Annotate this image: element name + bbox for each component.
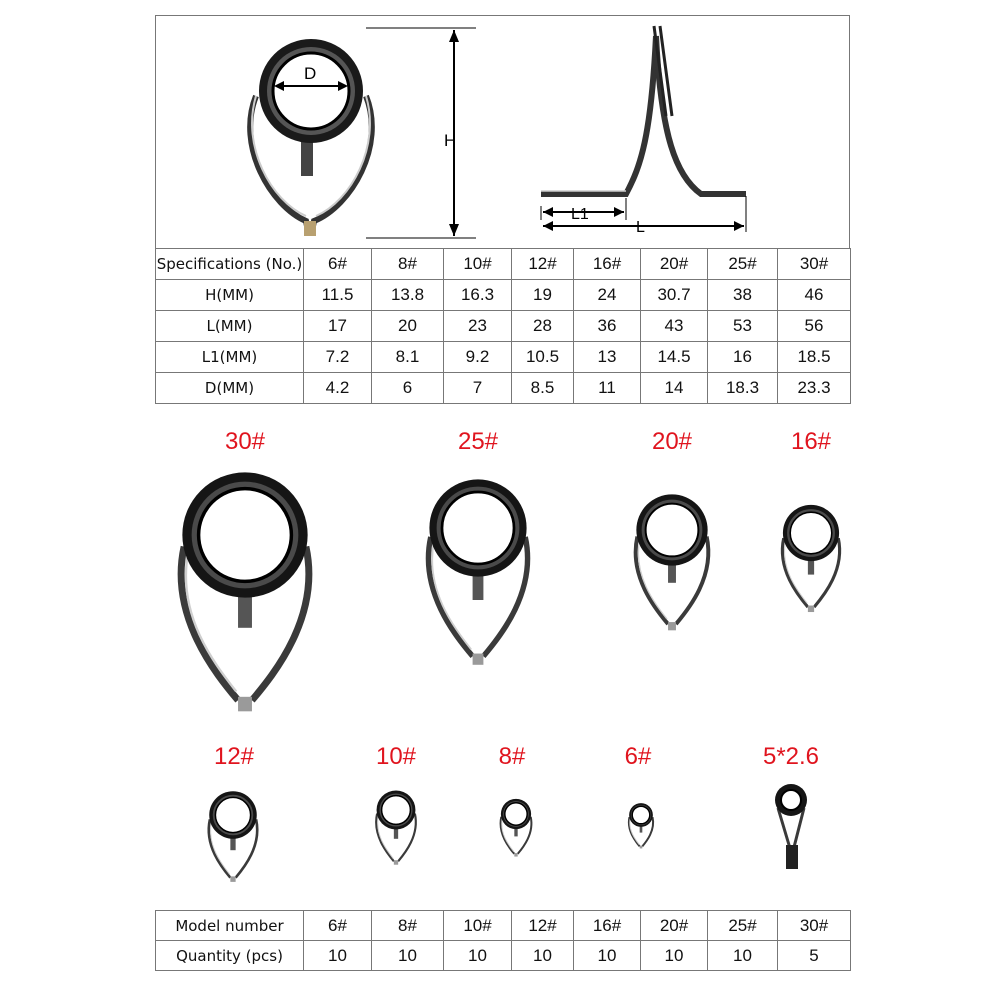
- model-cell: 6#: [304, 911, 372, 941]
- table-cell: 4.2: [304, 373, 372, 404]
- quantity-cell: 10: [574, 941, 641, 971]
- spec-size: 8#: [372, 249, 444, 280]
- guide-6-icon: [629, 803, 653, 848]
- guide-30-icon: [181, 472, 309, 711]
- guide-10-icon: [376, 791, 416, 865]
- table-cell: 23: [444, 311, 512, 342]
- tip-top-5x2-6-icon: [775, 784, 807, 869]
- guide-20-icon: [636, 494, 709, 630]
- table-cell: 53: [708, 311, 778, 342]
- table-cell: 14.5: [641, 342, 708, 373]
- size-label-10: 10#: [375, 743, 417, 770]
- guide-8-icon: [501, 799, 532, 857]
- quantity-label: Quantity (pcs): [156, 941, 304, 971]
- table-cell: 28: [512, 311, 574, 342]
- guide-25-icon: [428, 479, 527, 664]
- quantity-cell: 5: [778, 941, 851, 971]
- table-row: [156, 941, 851, 971]
- table-cell: 7.2: [304, 342, 372, 373]
- quantity-cell: 10: [708, 941, 778, 971]
- table-cell: 14: [641, 373, 708, 404]
- table-cell: 23.3: [778, 373, 851, 404]
- row-label: H(MM): [156, 280, 304, 311]
- quantity-cell: 10: [512, 941, 574, 971]
- model-cell: 10#: [444, 911, 512, 941]
- model-cell: 8#: [372, 911, 444, 941]
- size-label-30: 30#: [224, 428, 266, 455]
- size-label-5x2-6: 5*2.6: [762, 743, 820, 770]
- size-label-20: 20#: [651, 428, 693, 455]
- table-cell: 11.5: [304, 280, 372, 311]
- table-cell: 56: [778, 311, 851, 342]
- size-label-12: 12#: [213, 743, 255, 770]
- table-cell: 13: [574, 342, 641, 373]
- quantity-cell: 10: [372, 941, 444, 971]
- model-number-label: Model number: [156, 911, 304, 941]
- row-label: L(MM): [156, 311, 304, 342]
- table-cell: 46: [778, 280, 851, 311]
- model-cell: 30#: [778, 911, 851, 941]
- guide-12-icon: [209, 791, 257, 882]
- row-label: D(MM): [156, 373, 304, 404]
- table-cell: 17: [304, 311, 372, 342]
- table-cell: 9.2: [444, 342, 512, 373]
- table-cell: 18.3: [708, 373, 778, 404]
- table-cell: 38: [708, 280, 778, 311]
- label-l: L: [636, 219, 645, 236]
- model-cell: 16#: [574, 911, 641, 941]
- spec-size: 16#: [574, 249, 641, 280]
- table-cell: 19: [512, 280, 574, 311]
- table-cell: 36: [574, 311, 641, 342]
- quantity-cell: 10: [304, 941, 372, 971]
- size-label-25: 25#: [457, 428, 499, 455]
- quantity-table: [155, 910, 851, 971]
- table-cell: 8.5: [512, 373, 574, 404]
- model-cell: 12#: [512, 911, 574, 941]
- table-cell: 10.5: [512, 342, 574, 373]
- table-cell: 20: [372, 311, 444, 342]
- table-cell: 16.3: [444, 280, 512, 311]
- spec-size: 30#: [778, 249, 851, 280]
- spec-size: 20#: [641, 249, 708, 280]
- table-cell: 18.5: [778, 342, 851, 373]
- label-l1: L1: [571, 206, 589, 223]
- row-label: L1(MM): [156, 342, 304, 373]
- spec-size: 25#: [708, 249, 778, 280]
- table-cell: 24: [574, 280, 641, 311]
- size-label-6: 6#: [624, 743, 652, 770]
- table-cell: 13.8: [372, 280, 444, 311]
- table-cell: 11: [574, 373, 641, 404]
- size-label-8: 8#: [498, 743, 526, 770]
- spec-size: 12#: [512, 249, 574, 280]
- quantity-cell: 10: [444, 941, 512, 971]
- spec-size: 10#: [444, 249, 512, 280]
- table-cell: 16: [708, 342, 778, 373]
- table-cell: 8.1: [372, 342, 444, 373]
- model-cell: 25#: [708, 911, 778, 941]
- spec-size: 6#: [304, 249, 372, 280]
- table-row: [156, 911, 851, 941]
- label-h: H: [444, 131, 457, 150]
- spec-header-label: Specifications (No.): [156, 249, 304, 280]
- size-label-16: 16#: [790, 428, 832, 455]
- label-d: D: [304, 64, 317, 83]
- table-cell: 6: [372, 373, 444, 404]
- table-cell: 7: [444, 373, 512, 404]
- quantity-cell: 10: [641, 941, 708, 971]
- guide-16-icon: [782, 505, 839, 612]
- model-cell: 20#: [641, 911, 708, 941]
- table-cell: 43: [641, 311, 708, 342]
- table-cell: 30.7: [641, 280, 708, 311]
